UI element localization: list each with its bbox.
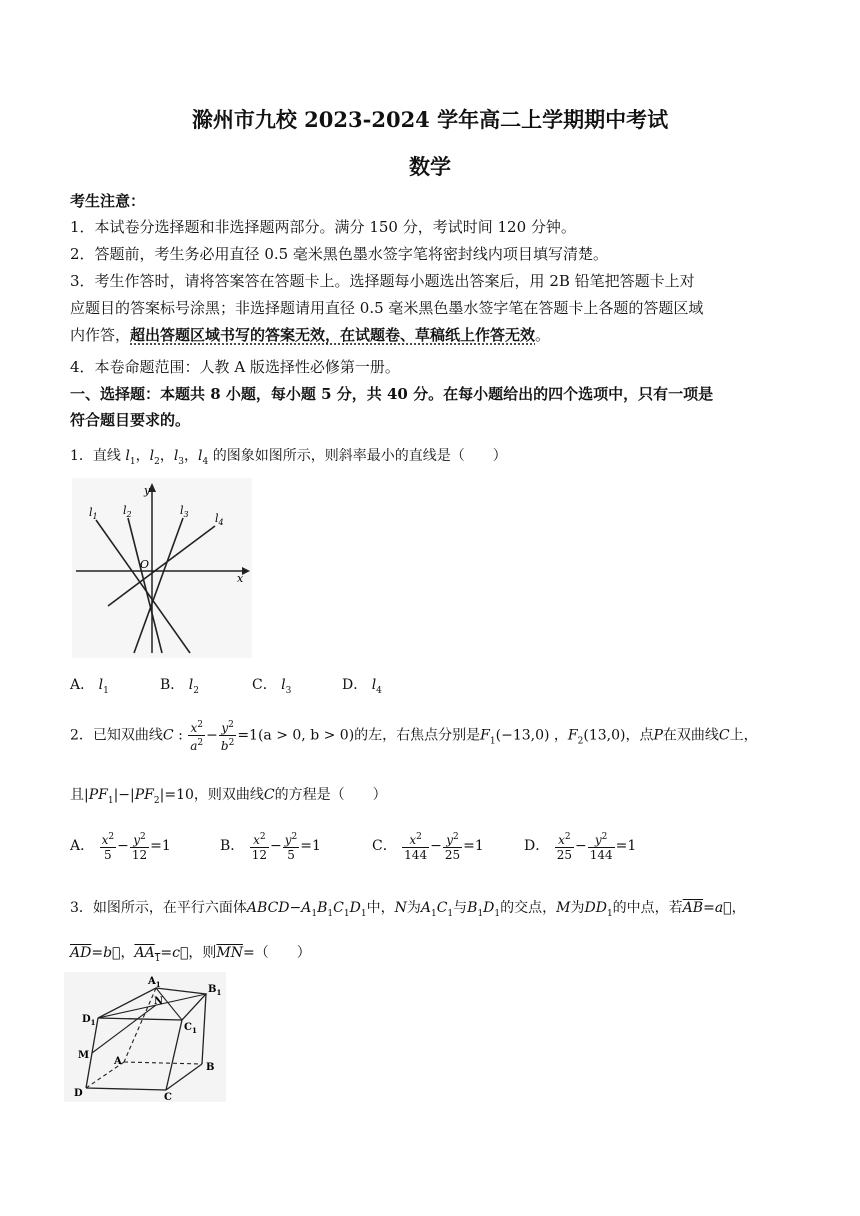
- label-n: N: [154, 996, 164, 1007]
- label-d: D: [74, 1088, 83, 1099]
- section1-heading-line1: 一、选择题：本题共 8 小题，每小题 5 分，共 40 分。在每小题给出的四个选项中，只有一项是: [70, 385, 714, 403]
- label-a: A: [114, 1056, 122, 1067]
- notice-item-3-line3-start: 内作答，: [70, 326, 131, 344]
- label-c: C: [164, 1092, 172, 1102]
- q2-option-d[interactable]: D． $\frac{x^2}{25}$ − $\frac{y^2}{144}$ =1: [524, 832, 637, 862]
- notice-item-3-line3-end: 。: [535, 326, 551, 344]
- q1-option-c[interactable]: C． $l_3$: [252, 677, 292, 696]
- label-origin: O: [140, 558, 150, 571]
- label-l1: $l_1$: [89, 506, 98, 521]
- q2-option-c[interactable]: C． $\frac{x^2}{144}$ − $\frac{y^2}{25}$ =1: [372, 832, 484, 862]
- section1-heading-line2: 符合题目要求的。: [70, 411, 191, 429]
- label-l2: $l_2$: [123, 504, 132, 519]
- notice-item-3-line2: 应题目的答案标号涂黑；非选择题请用直径 0.5 毫米黑色墨水签字笔在答题卡上各题的答题区域: [70, 299, 704, 317]
- notice-heading: 考生注意：: [70, 192, 146, 210]
- exam-title: 滁州市九校 2023-2024 学年高二上学期期中考试: [191, 107, 669, 132]
- notice-item-3-line1: 3．考生作答时，请将答案答在答题卡上。选择题每小题选出答案后，用 2B 铅笔把答题卡上对: [70, 272, 695, 290]
- q2-option-b[interactable]: B． $\frac{x^2}{12}$ − $\frac{y^2}{5}$ =1: [220, 832, 321, 862]
- label-l4: $l_4$: [215, 512, 224, 527]
- q1-prefix: 1．直线: [70, 448, 121, 464]
- question-3-stem-line2: $\overline{AD}=b⃗$，$AA_1=c⃗$，则$\overline{MN}=$（ ）: [70, 945, 311, 964]
- question-2-stem-line2: 且$|PF_1|-|PF_2|=10$，则双曲线C的方程是（ ）: [70, 787, 387, 806]
- notice-item-3-line3: [70, 324, 550, 345]
- label-y: y: [144, 484, 151, 497]
- q1-option-b[interactable]: B． $l_2$: [160, 677, 199, 696]
- q3-parallelepiped-figure: [64, 972, 226, 1102]
- exam-subject: 数学: [409, 154, 451, 179]
- question-3-stem-line1: 3．如图所示，在平行六面体$ABCD-A_1B_1C_1D_1$中，N为$A_1C_1$与$B_1D_1$的交点，M为$DD_1$的中点，若$\overline{AB}=a⃗$，: [70, 900, 746, 919]
- notice-item-2: 2．答题前，考生务必用直径 0.5 毫米黑色墨水签字笔将密封线内项目填写清楚。: [70, 245, 608, 263]
- label-c1: $C_1$: [184, 1022, 197, 1035]
- notice-item-1: 1．本试卷分选择题和非选择题两部分。满分 150 分，考试时间 120 分钟。: [70, 218, 576, 236]
- label-b1: $B_1$: [208, 984, 222, 997]
- notice-item-4: 4．本卷命题范围：人教 A 版选择性必修第一册。: [70, 358, 400, 376]
- question-1-stem: 1．直线 $l_1$，$l_2$，$l_3$，$l_4$ 的图象如图所示，则斜率最小的直线是（ ）: [70, 448, 507, 467]
- label-l3: $l_3$: [180, 504, 189, 519]
- q1-option-a[interactable]: A． $l_1$: [70, 677, 109, 696]
- q1-option-d[interactable]: D． $l_4$: [342, 677, 382, 696]
- label-m: M: [78, 1050, 90, 1061]
- label-x: x: [237, 572, 244, 585]
- label-d1: $D_1$: [82, 1014, 96, 1027]
- q2-option-a[interactable]: A． $\frac{x^2}{5}$ − $\frac{y^2}{12}$ =1: [70, 832, 171, 862]
- label-a1: $A_1$: [148, 976, 161, 989]
- question-2-stem-line1: 2．已知双曲线C : $\frac{x^2}{a^2}$ − $\frac{y^2}{b^2}$ =1(a > 0, b > 0)的左，右焦点分别是$F_1(-13,0)$ ，$F_2(13,0)$，点P在双曲线C上，: [70, 720, 758, 753]
- notice-item-3-emphasis: 超出答题区域书写的答案无效，在试题卷、草稿纸上作答无效: [130, 326, 536, 344]
- q1-suffix: 的图象如图所示，则斜率最小的直线是（ ）: [212, 448, 507, 464]
- q1-lines-figure: [72, 478, 252, 658]
- label-b: B: [206, 1062, 215, 1073]
